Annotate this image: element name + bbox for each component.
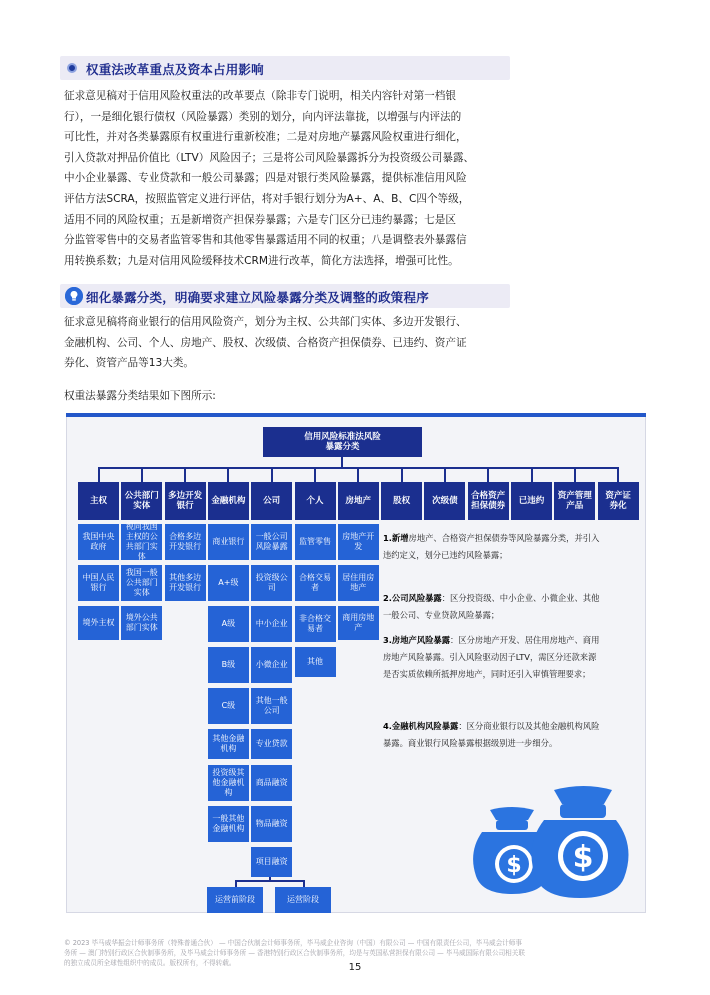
text-line: 金融机构、公司、个人、房地产、股权、次级债、合格资产担保债券、已违约、资产证 [64,336,467,349]
financial-sub-box: C级 [208,688,249,724]
real-estate-sub-box: 商用房地 产 [338,606,379,640]
connector-line [341,457,343,467]
note-text: ：区分商业银行以及其他金融机构风险 [458,721,600,731]
financial-sub-box: 其他金融 机构 [208,729,249,759]
category-box: 公司 [251,482,292,520]
connector-line [487,467,489,482]
retail-sub-box: 合格交易 者 [295,565,336,601]
connector-line [401,467,403,482]
financial-sub-box: 一般其他 金融机构 [208,806,249,842]
svg-text:$: $ [572,840,594,875]
connector-line [303,880,305,887]
note-text: 违约定义，划分已违约风险暴露； [383,550,508,560]
corporate-sub-box: 其他一般 公司 [251,688,292,724]
note-heading: 4.金融机构风险暴露 [383,721,459,731]
public-sector-sub-box: 视同我国 主权的公 共部门实 体 [121,524,162,560]
retail-sub-box: 非合格交 易者 [295,606,336,642]
note-item [383,590,633,624]
note-item [383,632,633,683]
text-line: 的独立成员所全球性组织中的成员。版权所有，不得转载。 [64,959,236,967]
corporate-sub-box: 专业贷款 [251,729,292,759]
note-heading: 3.房地产风险暴露 [383,635,451,645]
financial-sub-box: A+级 [208,565,249,601]
note-heading: 1.新增 [383,533,409,543]
note-text: 房地产、合格资产担保债券等风险暴露分类，并引入 [408,533,600,543]
project-phase-box: 运营前阶段 [207,887,263,913]
category-box: 金融机构 [208,482,249,520]
connector-line [574,467,576,482]
connector-line [357,467,359,482]
category-box: 房地产 [338,482,379,520]
corporate-sub-box: 商品融资 [251,765,292,801]
category-box: 已违约 [511,482,552,520]
connector-line [314,467,316,482]
financial-sub-box: 商业银行 [208,524,249,560]
text-line: 中小企业暴露、专业贷款和一般公司暴露；四是对银行类风险暴露，提供标准信用风险 [64,172,467,185]
text-line: 适用不同的风险权重；五是新增资产担保券暴露；六是专门区分已违约暴露；七是区 [64,213,456,226]
text-line: 征求意见稿将商业银行的信用风险资产，划分为主权、公共部门实体、多边开发银行、 [64,316,467,328]
text-line: 评估方法SCRA，按照监管定义进行评估，将对手银行划分为A+、A、B、C四个等级， [64,192,470,205]
corporate-sub-box: 小微企业 [251,647,292,683]
retail-sub-box: 监管零售 [295,524,336,560]
page-number: 15 [348,962,362,973]
lightbulb-icon [65,287,83,305]
note-text: ：区分投资级、中小企业、小微企业、其他 [441,593,600,603]
figure-top-border [66,413,646,417]
connector-line [184,467,186,482]
connector-line [98,467,100,482]
sovereign-sub-box: 中国人民 银行 [78,565,119,601]
text-line: 券化、资管产品等13大类。 [64,357,195,370]
text-line: 可比性，并对各类暴露原有权重进行重新校准；二是对房地产暴露风险权重进行细化， [64,131,467,144]
money-bag-icon [462,780,632,900]
text-line: 务所 — 澳门特别行政区合伙制事务所，及毕马威会计师事务所 — 香港特别行政区合伙制事务所，均是与英国私营担保有限公司 — 毕马威国际有限公司相关联 [64,949,525,957]
connector-line [617,467,619,482]
financial-sub-box: B级 [208,647,249,683]
corporate-sub-box: 投资级公 司 [251,565,292,601]
financial-sub-box: 投资级其 他金融机 构 [208,765,249,801]
category-box: 主权 [78,482,119,520]
connector-line [235,880,237,887]
note-text: 一般公司、专业贷款风险暴露； [383,610,500,620]
section2-paragraph [64,312,514,374]
category-box: 次级债 [424,482,465,520]
sovereign-sub-box: 我国中央 政府 [78,524,119,560]
corporate-sub-box: 物品融资 [251,806,292,842]
section-header-weight-reform [60,56,510,80]
diagram-root: 信用风险标准法风险 暴露分类 [263,427,422,457]
financial-sub-box: A级 [208,606,249,642]
note-heading: 2.公司风险暴露 [383,593,442,603]
note-text: 暴露。商业银行风险暴露根据级别进一步细分。 [383,738,558,748]
connector-line [227,467,229,482]
section1-paragraph [64,86,514,271]
category-box: 公共部门 实体 [121,482,162,520]
note-text: 是否实质依赖所抵押房地产，同时还引入审慎管理要求； [383,669,591,679]
text-line: 分监管零售中的交易者监管零售和其他零售暴露适用不同的权重；八是调整表外暴露信 [64,234,467,247]
connector-line [271,467,273,482]
mdb-sub-box: 其他多边 开发银行 [165,565,206,601]
note-text: 房地产风险暴露。引入风险驱动因子LTV，需区分还款来源 [383,652,597,662]
category-box: 资产证 券化 [598,482,639,520]
section-header-exposure-classification [60,284,510,308]
project-phase-box: 运营阶段 [275,887,331,913]
real-estate-sub-box: 居住用房 地产 [338,565,379,601]
bullet-icon [67,63,77,73]
category-box: 多边开发 银行 [165,482,206,520]
section-title: 细化暴露分类，明确要求建立风险暴露分类及调整的政策程序 [86,290,429,305]
category-box: 合格资产 担保债券 [468,482,509,520]
svg-text:$: $ [506,853,522,878]
public-sector-sub-box: 境外公共 部门实体 [121,606,162,640]
category-box: 个人 [295,482,336,520]
category-box: 股权 [381,482,422,520]
note-item [383,530,633,564]
corporate-sub-box: 一般公司 风险暴露 [251,524,292,560]
text-line: 引入贷款对押品价值比（LTV）风险因子；三是将公司风险暴露拆分为投资级公司暴露、 [64,151,475,164]
corporate-sub-box: 中小企业 [251,606,292,642]
note-item [383,718,633,752]
real-estate-sub-box: 房地产开 发 [338,524,379,560]
retail-sub-box: 其他 [295,647,336,677]
connector-line [269,877,271,881]
mdb-sub-box: 合格多边 开发银行 [165,524,206,560]
note-text: ：区分房地产开发、居住用房地产、商用 [450,635,600,645]
connector-line [444,467,446,482]
category-box: 资产管理 产品 [554,482,595,520]
section-title: 权重法改革重点及资本占用影响 [86,62,264,77]
sovereign-sub-box: 境外主权 [78,606,119,640]
text-line: © 2023 毕马威华振会计师事务所（特殊普通合伙） — 中国合伙制会计师事务所，毕马威企业咨询（中国）有限公司 — 中国有限责任公司，毕马威会计师事 [64,939,522,947]
text-line: 行），一是细化银行债权（风险暴露）类别的划分，向内评法靠拢，以增强与内评法的 [64,110,462,123]
text-line: 征求意见稿对于信用风险权重法的改革要点（除非专门说明，相关内容针对第一档银 [64,90,456,102]
figure-intro: 权重法暴露分类结果如下图所示: [64,390,216,402]
public-sector-sub-box: 我国一般 公共部门 实体 [121,565,162,601]
corporate-sub-box: 项目融资 [251,847,292,877]
connector-line [531,467,533,482]
connector-line [141,467,143,482]
text-line: 用转换系数；九是对信用风险缓释技术CRM进行改革，简化方法选择，增强可比性。 [64,254,459,267]
